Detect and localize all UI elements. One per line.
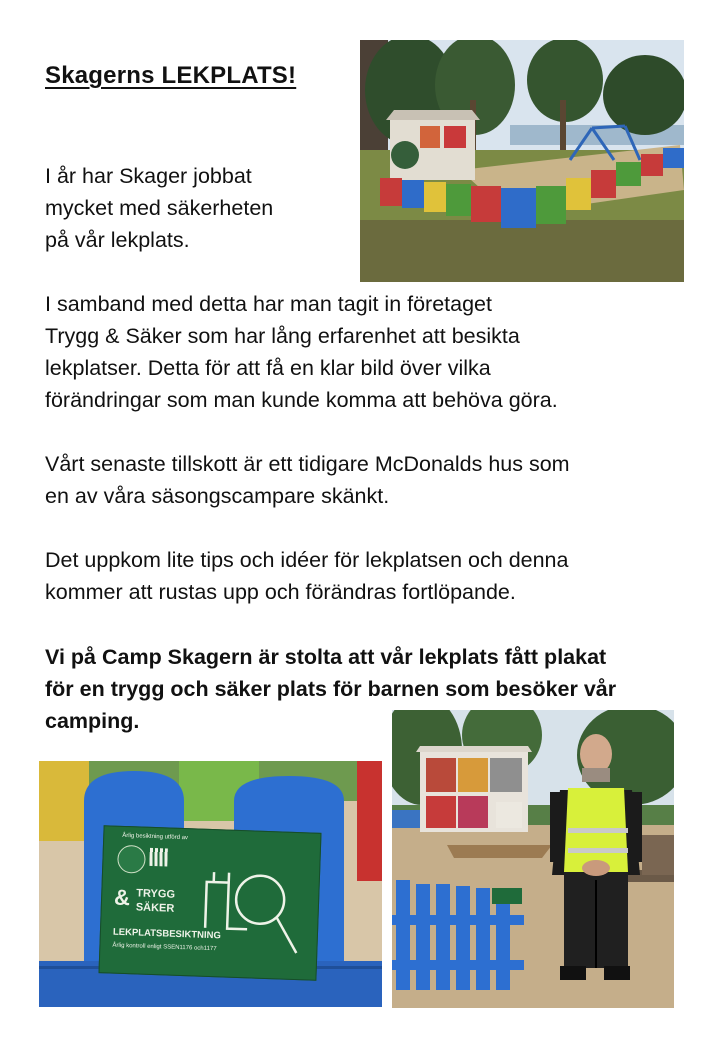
text-line: förändringar som man kunde komma att behöva göra.	[45, 388, 558, 412]
text-line: camping.	[45, 709, 140, 733]
ideas-paragraph	[45, 544, 568, 608]
sign-brand-trygg: TRYGG	[136, 887, 176, 901]
qr-code-icon	[149, 848, 168, 867]
text-line: Vårt senaste tillskott är ett tidigare McDonalds hus som	[45, 452, 570, 476]
text-line: I år har Skager jobbat	[45, 164, 252, 188]
inspector-photo	[392, 710, 674, 1008]
certificate-icon	[117, 845, 146, 874]
text-line: Trygg & Säker som har lång erfarenhet att besikta	[45, 324, 520, 348]
sign-heading: LEKPLATSBESIKTNING	[112, 926, 222, 942]
text-line: mycket med säkerheten	[45, 196, 274, 220]
text-line: lekplatser. Detta för att få en klar bild över vilka	[45, 356, 491, 380]
text-line: kommer att rustas upp och förändras fortlöpande.	[45, 580, 516, 604]
sign-amp: &	[113, 884, 131, 911]
text-line: Det uppkom lite tips och idéer för lekplatsen och denna	[45, 548, 569, 572]
text-line: en av våra säsongscampare skänkt.	[45, 484, 390, 508]
playground-photo	[360, 40, 684, 282]
inspection-sign	[98, 825, 321, 981]
inspection-sign-photo	[39, 761, 382, 1007]
sign-sub: Årlig kontroll enligt SSEN1176 och1177	[112, 942, 217, 953]
sign-brand-saker: SÄKER	[135, 901, 175, 915]
house-paragraph	[45, 448, 570, 512]
text-line: för en trygg och säker plats för barnen som besöker vår	[45, 677, 617, 701]
text-line: Vi på Camp Skagern är stolta att vår lekplats fått plakat	[45, 645, 607, 669]
text-line: på vår lekplats.	[45, 228, 190, 252]
page-title: Skagerns LEKPLATS!	[45, 62, 297, 89]
intro-paragraph	[45, 160, 273, 256]
text-line: I samband med detta har man tagit in företaget	[45, 292, 492, 316]
magnifier-playground-icon	[196, 842, 312, 966]
sign-top-text: Årlig besiktning utförd av	[122, 832, 189, 842]
inspection-paragraph	[45, 288, 558, 416]
